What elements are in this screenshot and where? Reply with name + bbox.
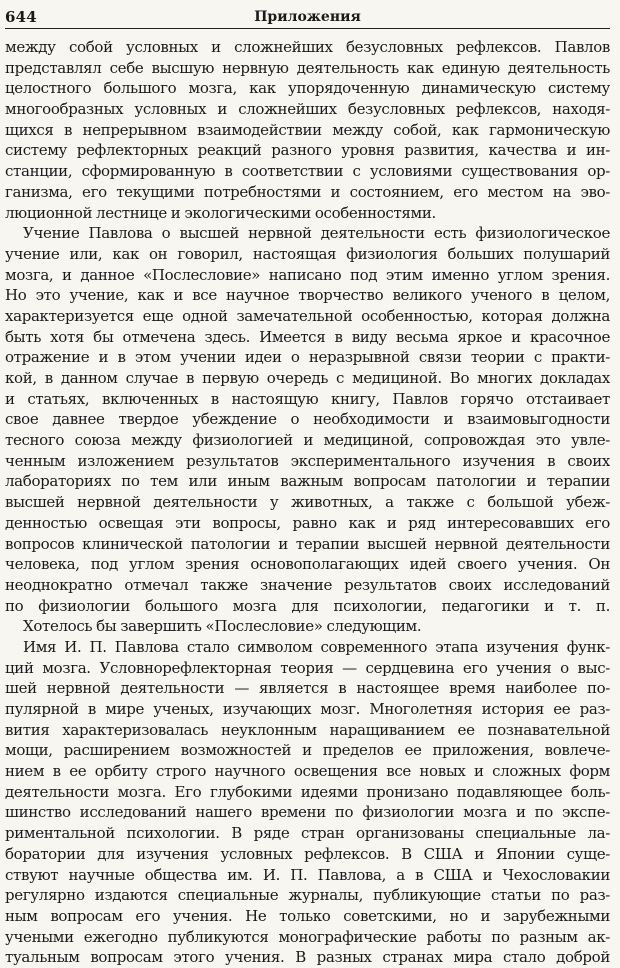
text-line: регулярно издаются специальные журналы, публикующие статьи по раз-: [5, 886, 610, 905]
text-line: мощи, расширением возможностей и пределов ее приложения, вовлече-: [5, 741, 610, 760]
text-line: пулярной в мире ученых, изучающих мозг. Многолетняя история ее раз-: [5, 700, 610, 718]
text-line: многообразных условных и сложнейших безусловных рефлексов, находя-: [5, 100, 610, 119]
text-line: риментальной психологии. В ряде стран организованы специальные ла-: [5, 824, 610, 843]
text-line: Имя И. П. Павлова стало символом современного этапа изучения функ-: [23, 637, 610, 656]
text-line: учение или, как он говорил, настоящая физиология больших полушарий: [5, 244, 610, 263]
text-line: ций мозга. Условнорефлекторная теория — сердцевина его учения о выс-: [5, 658, 610, 677]
text-line: щихся в непрерывном взаимодействии между собой, как гармоническую: [5, 120, 610, 139]
body-text: [5, 37, 610, 968]
text-line: Но это учение, как и все научное творчество великого ученого в целом,: [5, 286, 610, 305]
text-line: шинство исследований нашего времени по физиологии мозга и по экспе-: [5, 803, 610, 822]
running-head: Приложения: [254, 9, 361, 25]
text-line: характеризуется еще одной замечательной особенностью, которая должна: [5, 306, 610, 325]
text-line: тесного союза между физиологией и медициной, сопровождая это увле-: [5, 431, 610, 450]
text-line: ствуют научные общества им. И. П. Павлова, а в США и Чехословакии: [5, 865, 610, 884]
text-line: деятельности мозга. Его глубокими идеями пронизано подавляющее боль-: [5, 782, 610, 801]
text-line: быть хотя бы отмечена здесь. Имеется в виду весьма яркое и красочное: [5, 327, 610, 346]
text-line: Учение Павлова о высшей нервной деятельности есть физиологическое: [23, 224, 610, 243]
text-line: отражение и в этом учении идеи о неразрывной связи теории с практи-: [5, 348, 610, 367]
text-line: люционной лестнице и экологическими особенностями.: [5, 203, 436, 222]
text-line: ным вопросам его учения. Не только советскими, но и зарубежными: [5, 906, 610, 925]
text-line: учеными ежегодно публикуются монографические работы по разным ак-: [5, 927, 610, 946]
text-line: боратории для изучения условных рефлексов. В США и Японии суще-: [5, 844, 610, 863]
text-line: целостного большого мозга, как упорядоченную динамическую систему: [5, 79, 610, 98]
text-line: и статьях, включенных в настоящую книгу, Павлов горячо отстаивает: [5, 389, 610, 408]
text-line: нием в ее орбиту строго научного освещения все новых и сложных форм: [5, 762, 610, 781]
text-line: денностью освещая эти вопросы, равно как и ряд интересовавших его: [5, 513, 610, 532]
text-line: свое давнее твердое убеждение о необходимости и взаимовыгодности: [5, 410, 610, 429]
text-line: вития характеризовалась неуклонным наращиванием ее познавательной: [5, 720, 610, 739]
text-line: систему рефлекторных реакций разного уровня развития, качества и ин-: [5, 141, 610, 160]
text-line: вопросов клинической патологии и терапии высшей нервной деятельности: [5, 534, 610, 553]
text-line: представлял себе высшую нервную деятельность как единую деятельность: [5, 58, 610, 77]
text-line: шей нервной деятельности — является в настоящее время наиболее по-: [5, 679, 610, 698]
text-line: ганизма, его текущими потребностями и состоянием, его местом на эво-: [5, 182, 610, 201]
text-line: лабораториях по тем или иным важным вопросам патологии и терапии: [5, 472, 610, 491]
text-line: по физиологии большого мозга для психологии, педагогики и т. п.: [5, 596, 610, 615]
page-number: 644: [5, 8, 37, 26]
text-line: человека, под углом зрения основополагающих идей своего учения. Он: [5, 555, 610, 574]
text-line: Хотелось бы завершить «Послесловие» следующим.: [23, 617, 422, 636]
text-line: ченным изложением результатов экспериментального изучения в своих: [5, 451, 610, 470]
text-line: высшей нервной деятельности у животных, а также с большой убеж-: [5, 493, 610, 512]
text-line: между собой условных и сложнейших безусловных рефлексов. Павлов: [5, 38, 610, 56]
text-line: неоднократно отмечал также значение результатов своих исследований: [5, 575, 610, 594]
text-line: мозга, и данное «Послесловие» написано под этим именно углом зрения.: [5, 265, 610, 284]
text-line: станции, сформированную в соответствии с условиями существования ор-: [5, 162, 610, 181]
page-header: [5, 6, 610, 29]
text-line: кой, в данном случае в первую очередь с медициной. Во многих докладах: [5, 369, 610, 387]
text-line: туальным вопросам этого учения. В разных странах мира стало доброй: [5, 948, 610, 967]
